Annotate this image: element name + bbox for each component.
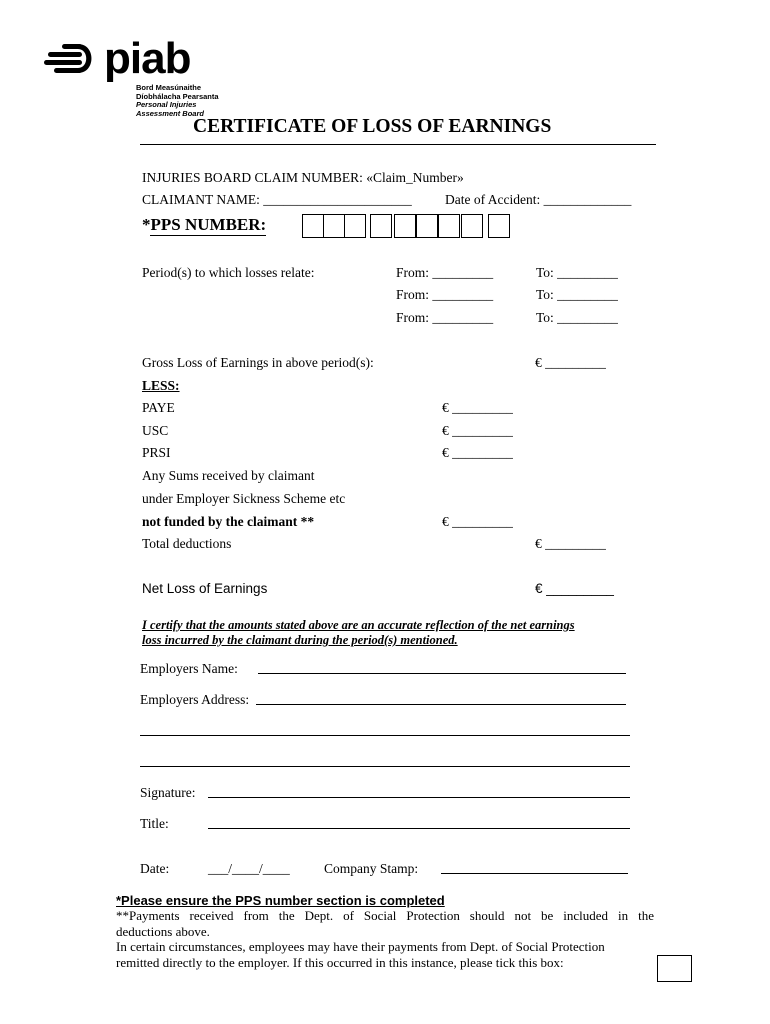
period-from-field[interactable]: From: _________ <box>396 287 494 302</box>
claim-number: INJURIES BOARD CLAIM NUMBER: «Claim_Number» <box>142 170 464 185</box>
employers-name-label: Employers Name: <box>140 661 238 676</box>
net-loss-label: Net Loss of Earnings <box>142 581 268 596</box>
employers-address-line-2[interactable] <box>140 735 630 736</box>
prsi-amount[interactable]: € _________ <box>442 445 513 460</box>
signature-field[interactable] <box>208 797 630 798</box>
period-from-field[interactable]: From: _________ <box>396 265 494 280</box>
piab-logo <box>44 34 244 118</box>
pps-digit-box[interactable] <box>302 214 324 238</box>
total-deductions-label: Total deductions <box>142 536 232 551</box>
date-label: Date: <box>140 861 170 876</box>
company-stamp-label: Company Stamp: <box>324 861 419 876</box>
logo-sub-line: Bord Measúnaithe <box>136 83 202 92</box>
payments-note <box>116 908 654 970</box>
circumstances-note-line: remitted directly to the employer. If this occurred in this instance, please tick this box: <box>116 954 564 970</box>
date-of-accident-field[interactable]: Date of Accident: _____________ <box>445 192 632 207</box>
period-to-field[interactable]: To: _________ <box>536 310 618 325</box>
pps-digit-box[interactable] <box>394 214 416 238</box>
pps-digit-box[interactable] <box>416 214 438 238</box>
logo-sub-line: Díobhálacha Pearsanta <box>136 91 219 101</box>
not-funded-amount[interactable]: € _________ <box>442 514 513 529</box>
payments-note-line: deductions above. <box>116 923 210 939</box>
pps-digit-box[interactable] <box>461 214 483 238</box>
logo-sub-line: Personal Injuries <box>136 100 197 109</box>
tick-box[interactable] <box>657 955 692 982</box>
logo-wordmark: piab <box>104 34 191 83</box>
sums-received-label-2: under Employer Sickness Scheme etc <box>142 491 346 506</box>
pps-digit-box[interactable] <box>323 214 345 238</box>
gross-loss-amount[interactable]: € _________ <box>535 355 606 370</box>
period-to-field[interactable]: To: _________ <box>536 265 618 280</box>
gross-loss-label: Gross Loss of Earnings in above period(s): <box>142 355 374 370</box>
net-loss-amount[interactable]: € _________ <box>535 581 614 596</box>
period-to-field[interactable]: To: _________ <box>536 287 618 302</box>
less-label: LESS: <box>142 378 180 393</box>
claimant-name-field[interactable]: CLAIMANT NAME: ______________________ <box>142 192 412 207</box>
usc-label: USC <box>142 423 169 438</box>
periods-label: Period(s) to which losses relate: <box>142 265 315 280</box>
employers-address-label: Employers Address: <box>140 692 250 707</box>
total-deductions-amount[interactable]: € _________ <box>535 536 606 551</box>
employers-name-field[interactable] <box>258 673 626 674</box>
piab-logo-icon <box>44 42 100 76</box>
pps-label-underline <box>150 235 266 236</box>
title-label: Title: <box>140 816 169 831</box>
certification-statement <box>142 618 575 648</box>
paye-label: PAYE <box>142 400 175 415</box>
date-field[interactable]: ___/____/____ <box>208 861 290 876</box>
paye-amount[interactable]: € _________ <box>442 400 513 415</box>
period-from-field[interactable]: From: _________ <box>396 310 494 325</box>
signature-label: Signature: <box>140 785 196 800</box>
pps-digit-box[interactable] <box>488 214 510 238</box>
certification-line: I certify that the amounts stated above are an accurate reflection of the net earnings <box>142 618 575 632</box>
pps-digit-box[interactable] <box>438 214 460 238</box>
payments-note-line: **Payments received from the Dept. of Social Protection should not be included in the <box>116 908 654 923</box>
page-title: CERTIFICATE OF LOSS OF EARNINGS <box>193 116 552 137</box>
employers-address-field[interactable] <box>256 704 626 705</box>
usc-amount[interactable]: € _________ <box>442 423 513 438</box>
title-rule <box>140 144 656 145</box>
logo-sub-line: Assessment Board <box>136 108 204 118</box>
pps-digit-box[interactable] <box>344 214 366 238</box>
employers-address-line-3[interactable] <box>140 766 630 767</box>
pps-note: *Please ensure the PPS number section is completed <box>116 893 445 908</box>
not-funded-label: not funded by the claimant ** <box>142 514 315 529</box>
title-field[interactable] <box>208 828 630 829</box>
sums-received-label: Any Sums received by claimant <box>142 468 315 483</box>
certification-line: loss incurred by the claimant during the period(s) mentioned. <box>142 633 458 647</box>
company-stamp-field[interactable] <box>441 873 628 874</box>
circumstances-note-line: In certain circumstances, employees may have their payments from Dept. of Social Protection <box>116 939 605 954</box>
prsi-label: PRSI <box>142 445 171 460</box>
pps-label: *PPS NUMBER: <box>142 215 267 234</box>
pps-digit-box[interactable] <box>370 214 392 238</box>
logo-subtitle <box>136 84 219 118</box>
